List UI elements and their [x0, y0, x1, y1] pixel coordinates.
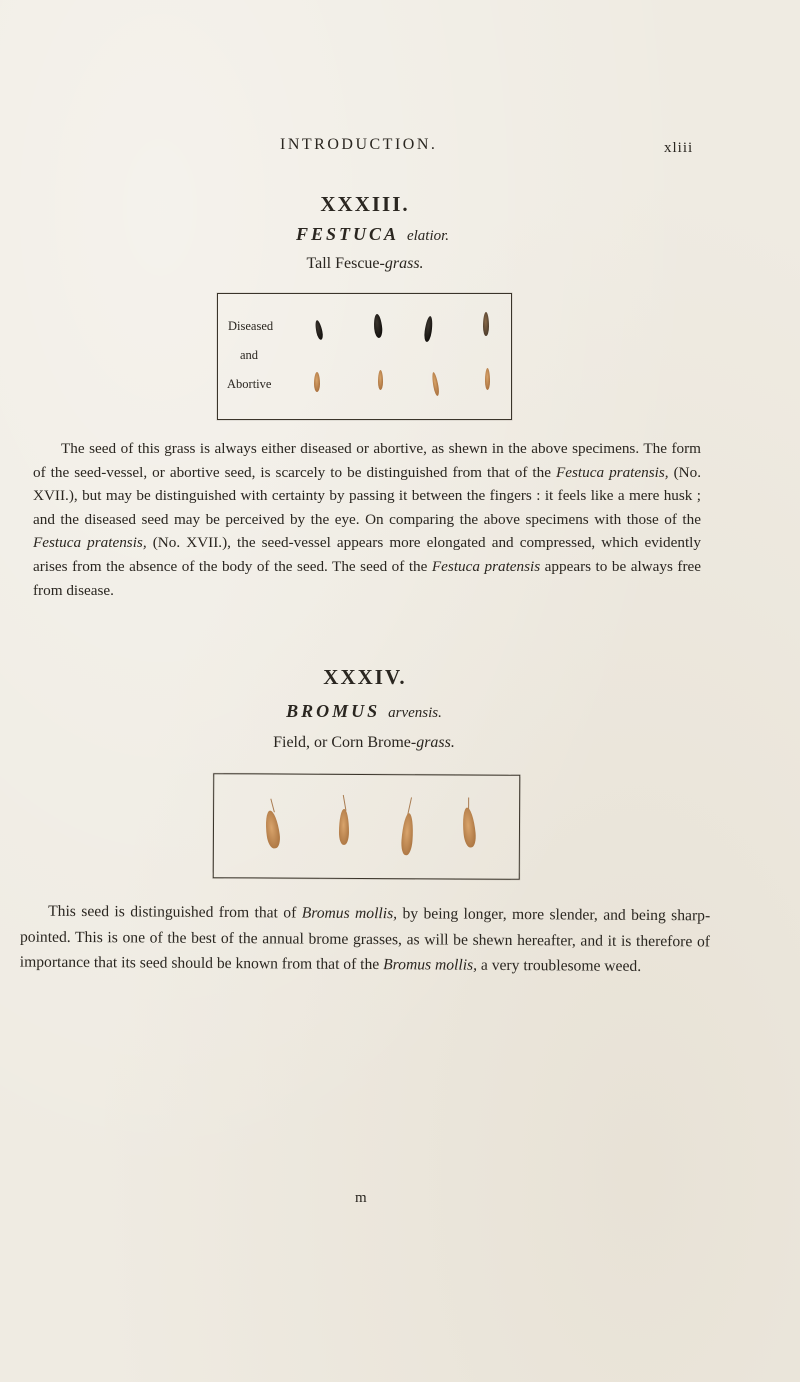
species-epithet: arvensis.: [388, 705, 442, 721]
common-name-italic: grass.: [384, 255, 424, 272]
brome-seed: [400, 813, 414, 856]
text-run: (No. XVII.), but may be distinguished with certainty by passing it between the fingers : it feels like a mere husk ; and the diseased seed may be perceived by the eye. On comparing the above specimens with those of the: [33, 463, 701, 528]
text-run: by being longer, more slender, and being sharp-pointed. This is one of the best of the annual brome grasses, as will be shewn hereafter, and it is therefore of importance that its seed should be known from that of the: [19, 905, 711, 974]
section-number-xxxiii: XXXIII.: [320, 192, 410, 216]
brome-seed: [263, 810, 281, 849]
seed-diseased: [423, 316, 434, 343]
italic-run: Bromus mollis,: [301, 904, 398, 923]
italic-run: Festuca pratensis,: [555, 463, 669, 481]
specimen-box-festuca: [217, 293, 512, 420]
brome-seed: [339, 809, 349, 845]
common-name-xxxiii: [0, 255, 730, 273]
page-number: xliii: [664, 140, 694, 156]
specimen-label-and: and: [240, 348, 259, 362]
text-run: The seed of this grass is always either diseased or abortive, as shewn in the above specimens. The form of the seed-vessel, or abortive seed, is scarcely to be distinguished from that of the: [33, 440, 701, 481]
text-run: appears to be always free from disease.: [33, 557, 701, 599]
seed-abortive: [378, 370, 383, 390]
seed-diseased: [373, 314, 383, 339]
common-name-text: Tall Fescue-: [306, 255, 385, 272]
italic-run: Bromus mollis,: [383, 956, 478, 974]
specimen-box-bromus: [213, 773, 521, 880]
specimen-label-abortive: Abortive: [227, 377, 272, 391]
common-name-text: Field, or Corn Brome-: [273, 734, 417, 751]
signature-mark: m: [355, 1190, 367, 1206]
italic-run: Festuca pratensis: [431, 557, 541, 575]
seed-abortive: [431, 372, 440, 397]
genus-name: FESTUCA: [295, 224, 399, 244]
species-epithet: elatior.: [406, 228, 450, 244]
text-run: This seed is distinguished from that of: [48, 902, 302, 922]
text-run: (No. XVII.), the seed-vessel appears more elongated and compressed, which evidently arises from the absence of the body of the seed. The seed of the: [33, 534, 701, 575]
species-heading-xxxiv: [0, 701, 728, 722]
genus-name: BROMUS: [286, 701, 381, 721]
description-xxxiii: [33, 437, 701, 602]
seed-diseased: [314, 320, 324, 341]
seed-abortive: [485, 368, 490, 390]
italic-run: Festuca pratensis,: [33, 534, 147, 552]
text-run: a very troublesome weed.: [476, 956, 642, 975]
brome-seed: [461, 807, 477, 848]
common-name-xxxiv: [0, 734, 728, 752]
seed-diseased: [483, 312, 489, 336]
specimen-label-diseased: Diseased: [228, 319, 274, 333]
running-head: INTRODUCTION.: [280, 136, 438, 153]
description-xxxiv: [20, 899, 711, 980]
species-heading-xxxiii: [0, 224, 745, 245]
seed-abortive: [314, 372, 320, 392]
section-number-xxxiv: XXXIV.: [323, 665, 407, 689]
common-name-italic: grass.: [416, 734, 455, 751]
